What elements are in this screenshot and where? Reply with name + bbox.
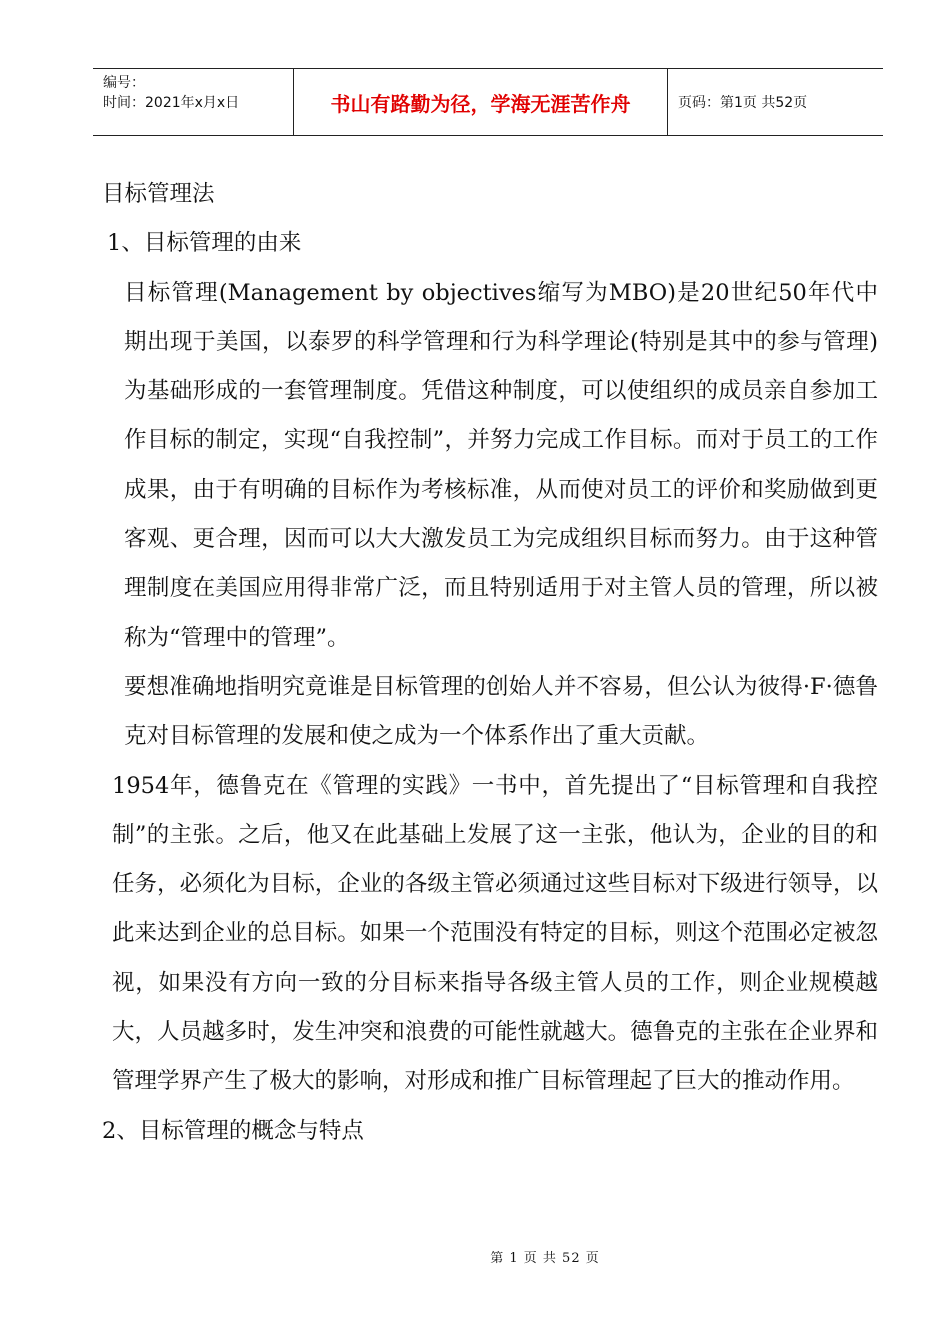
header-page-label: 页码：第1页 共52页 (678, 95, 808, 111)
time-label: 时间：2021年x月x日 (103, 95, 240, 111)
section-heading-1: 1、目标管理的由来 (107, 230, 302, 257)
doc-title: 目标管理法 (102, 181, 215, 207)
page-header (93, 68, 883, 136)
paragraph-founder: 要想准确地指明究竟谁是目标管理的创始人并不容易，但公认为彼得·F·德鲁克对目标管理的发展和使之成为一个体系作出了重大贡献。 (124, 673, 878, 750)
section-heading-2: 2、目标管理的概念与特点 (102, 1117, 364, 1144)
paragraph-origin: 目标管理(Management by objectives缩写为MBO)是20世纪50年代中期出现于美国，以泰罗的科学管理和行为科学理论(特别是其中的参与管理)为基础形成的一套管理制度。凭借这种制度，可以使组织的成员亲自参加工作目标的制定，实现“自我控制”，并努力完成工作目标。而对于员工的工作成果，由于有明确的目标作为考核标准，从而使对员工的评价和奖励做到更客观、更合理，因而可以大大激发员工为完成组织目标而努力。由于这种管理制度在美国应用得非常广泛，而且特别适用于对主管人员的管理，所以被称为“管理中的管理”。 (124, 279, 878, 651)
paragraph-drucker: 1954年，德鲁克在《管理的实践》一书中，首先提出了“目标管理和自我控制”的主张。之后，他又在此基础上发展了这一主张，他认为，企业的目的和任务，必须化为目标，企业的各级主管必须通过这些目标对下级进行领导，以此来达到企业的总目标。如果一个范围没有特定的目标，则这个范围必定被忽视，如果没有方向一致的分目标来指导各级主管人员的工作，则企业规模越大，人员越多时，发生冲突和浪费的可能性就越大。德鲁克的主张在企业界和管理学界产生了极大的影响，对形成和推广目标管理起了巨大的推动作用。 (112, 772, 878, 1095)
header-motto: 书山有路勤为径，学海无涯苦作舟 (294, 69, 668, 135)
serial-label: 编号： (103, 75, 145, 91)
page-footer: 第 1 页 共 52 页 (490, 1251, 600, 1266)
document-body (102, 170, 878, 1156)
header-meta (93, 69, 294, 135)
